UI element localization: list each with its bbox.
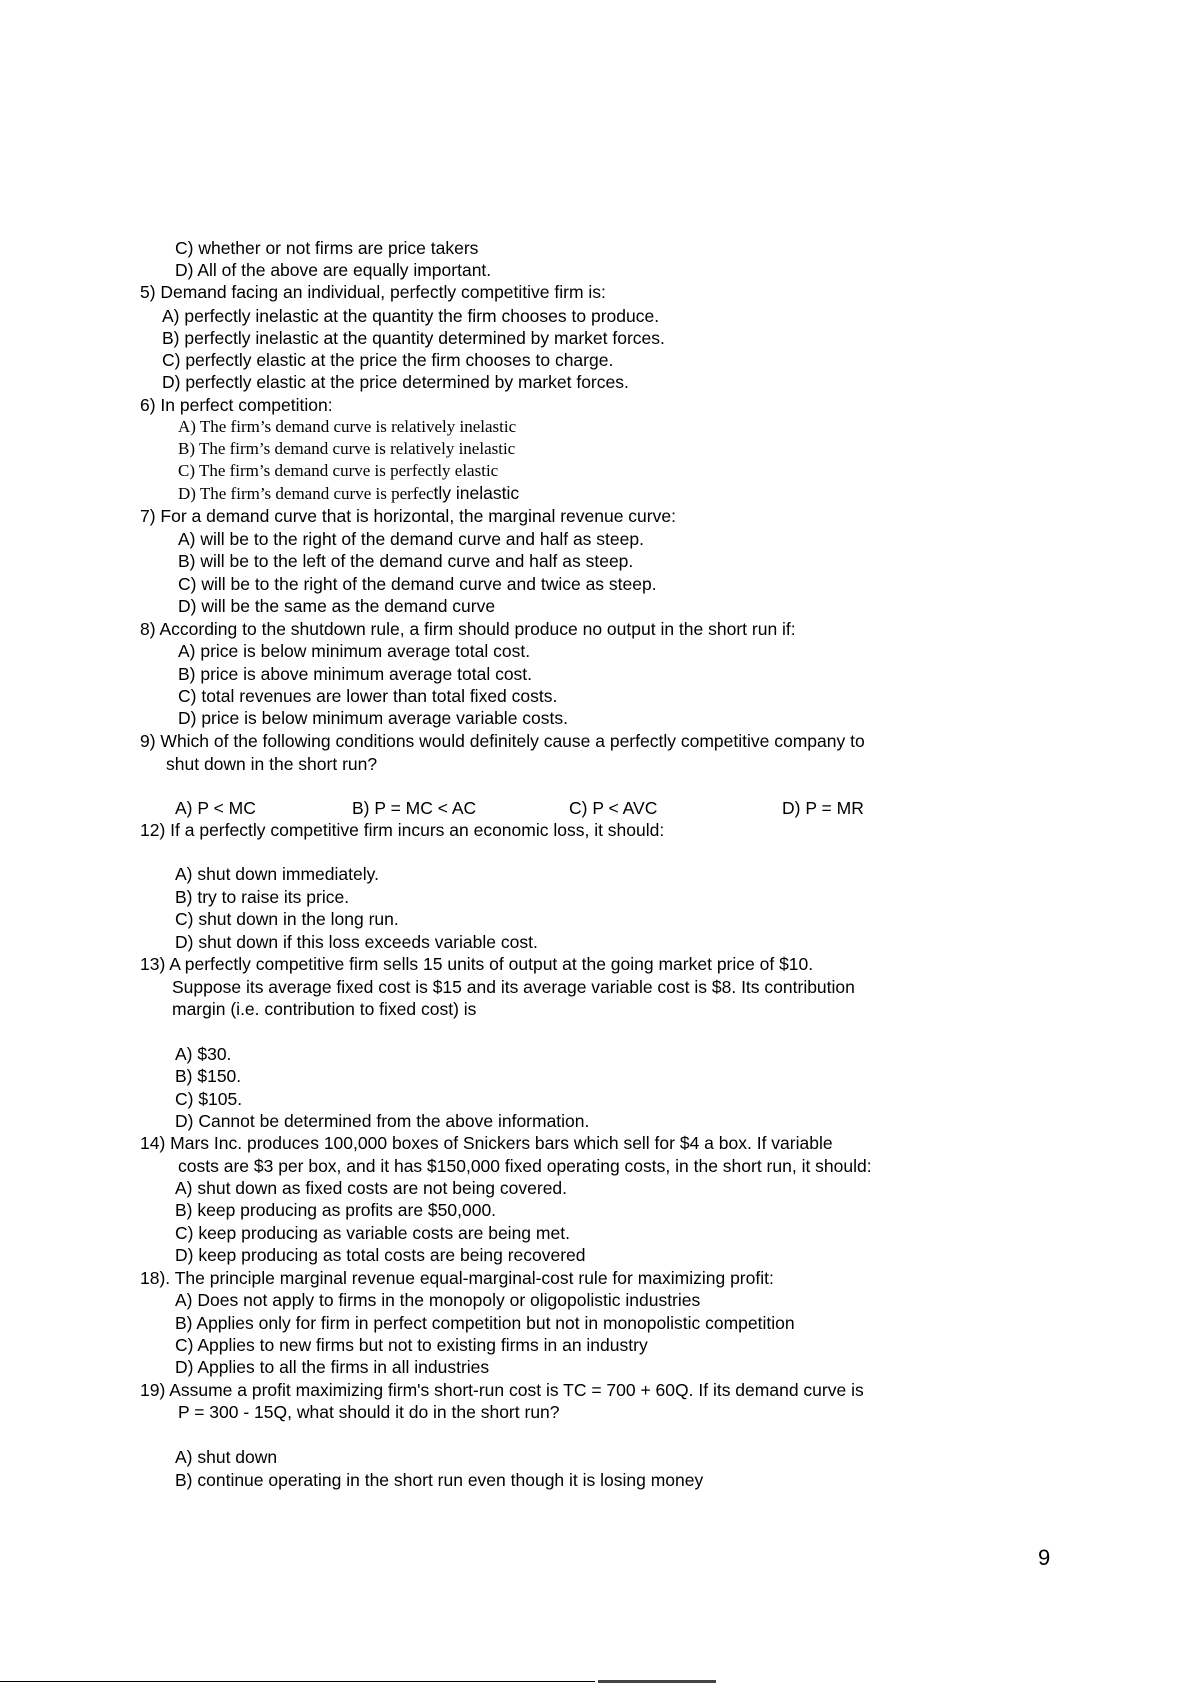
q9-option-b: B) P = MC < AC [352,798,477,818]
q5-option-a: A) perfectly inelastic at the quantity the firm chooses to produce. [162,306,660,326]
footer-rule [0,1681,595,1682]
q19-option-b: B) continue operating in the short run even though it is losing money [175,1470,704,1490]
q4-option-c: C) whether or not firms are price takers [175,238,479,258]
q12-option-b: B) try to raise its price. [175,887,350,907]
question-14: 14) Mars Inc. produces 100,000 boxes of Snickers bars which sell for $4 a box. If variable [140,1133,833,1153]
q6-option-d-sans-part: tly inelastic [433,483,520,503]
q6-option-d-serif-part: D) The firm’s demand curve is perfec [178,484,434,503]
q8-option-d: D) price is below minimum average variable costs. [178,708,568,728]
q5-option-d: D) perfectly elastic at the price determined by market forces. [162,372,629,392]
q13-option-a: A) $30. [175,1044,232,1064]
page-number: 9 [1038,1545,1051,1570]
q14-option-d: D) keep producing as total costs are being recovered [175,1245,586,1265]
q18-option-a: A) Does not apply to firms in the monopoly or oligopolistic industries [175,1290,701,1310]
q7-option-d: D) will be the same as the demand curve [178,596,496,616]
question-8: 8) According to the shutdown rule, a firm should produce no output in the short run if: [140,619,796,639]
question-18: 18). The principle marginal revenue equal-marginal-cost rule for maximizing profit: [140,1268,774,1288]
q14-option-a: A) shut down as fixed costs are not being covered. [175,1178,568,1198]
q19-option-a: A) shut down [175,1447,278,1467]
q9-option-d: D) P = MR [782,798,864,818]
q14-option-b: B) keep producing as profits are $50,000. [175,1200,497,1220]
q4-option-d: D) All of the above are equally important. [175,260,492,280]
question-5: 5) Demand facing an individual, perfectly competitive firm is: [140,282,606,302]
q12-option-a: A) shut down immediately. [175,864,379,884]
q13-option-d: D) Cannot be determined from the above information. [175,1111,590,1131]
q8-option-c: C) total revenues are lower than total fixed costs. [178,686,558,706]
q8-option-b: B) price is above minimum average total cost. [178,664,533,684]
q8-option-a: A) price is below minimum average total cost. [178,641,531,661]
question-14-continued: costs are $3 per box, and it has $150,000 fixed operating costs, in the short run, it should: [178,1156,872,1176]
q12-option-c: C) shut down in the long run. [175,909,399,929]
q6-option-a: A) The firm’s demand curve is relatively inelastic [178,417,517,436]
q18-option-d: D) Applies to all the firms in all industries [175,1357,490,1377]
q13-option-c: C) $105. [175,1089,243,1109]
question-9: 9) Which of the following conditions would definitely cause a perfectly competitive company to [140,731,865,751]
q9-option-a: A) P < MC [175,798,256,818]
question-19-continued: P = 300 - 15Q, what should it do in the short run? [178,1402,560,1422]
q18-option-b: B) Applies only for firm in perfect competition but not in monopolistic competition [175,1313,795,1333]
question-19: 19) Assume a profit maximizing firm's short-run cost is TC = 700 + 60Q. If its demand curve is [140,1380,864,1400]
question-9-continued: shut down in the short run? [166,754,378,774]
q7-option-a: A) will be to the right of the demand curve and half as steep. [178,529,644,549]
question-13-line-3: margin (i.e. contribution to fixed cost) is [172,999,477,1019]
footer-cutoff-mark [598,1680,716,1683]
q5-option-b: B) perfectly inelastic at the quantity determined by market forces. [162,328,665,348]
q13-option-b: B) $150. [175,1066,242,1086]
q7-option-b: B) will be to the left of the demand curve and half as steep. [178,551,634,571]
question-13: 13) A perfectly competitive firm sells 15 units of output at the going market price of $10. [140,954,814,974]
q6-option-b: B) The firm’s demand curve is relatively inelastic [178,439,516,458]
q18-option-c: C) Applies to new firms but not to existing firms in an industry [175,1335,648,1355]
question-13-line-2: Suppose its average fixed cost is $15 and its average variable cost is $8. Its contribution [172,977,855,997]
q14-option-c: C) keep producing as variable costs are being met. [175,1223,570,1243]
q5-option-c: C) perfectly elastic at the price the firm chooses to charge. [162,350,614,370]
question-7: 7) For a demand curve that is horizontal, the marginal revenue curve: [140,506,676,526]
q12-option-d: D) shut down if this loss exceeds variable cost. [175,932,538,952]
question-12: 12) If a perfectly competitive firm incurs an economic loss, it should: [140,820,665,840]
q6-option-c: C) The firm’s demand curve is perfectly elastic [178,461,499,480]
q6-option-d [178,482,519,505]
q7-option-c: C) will be to the right of the demand curve and twice as steep. [178,574,657,594]
q9-option-c: C) P < AVC [569,798,658,818]
question-6: 6) In perfect competition: [140,395,333,415]
